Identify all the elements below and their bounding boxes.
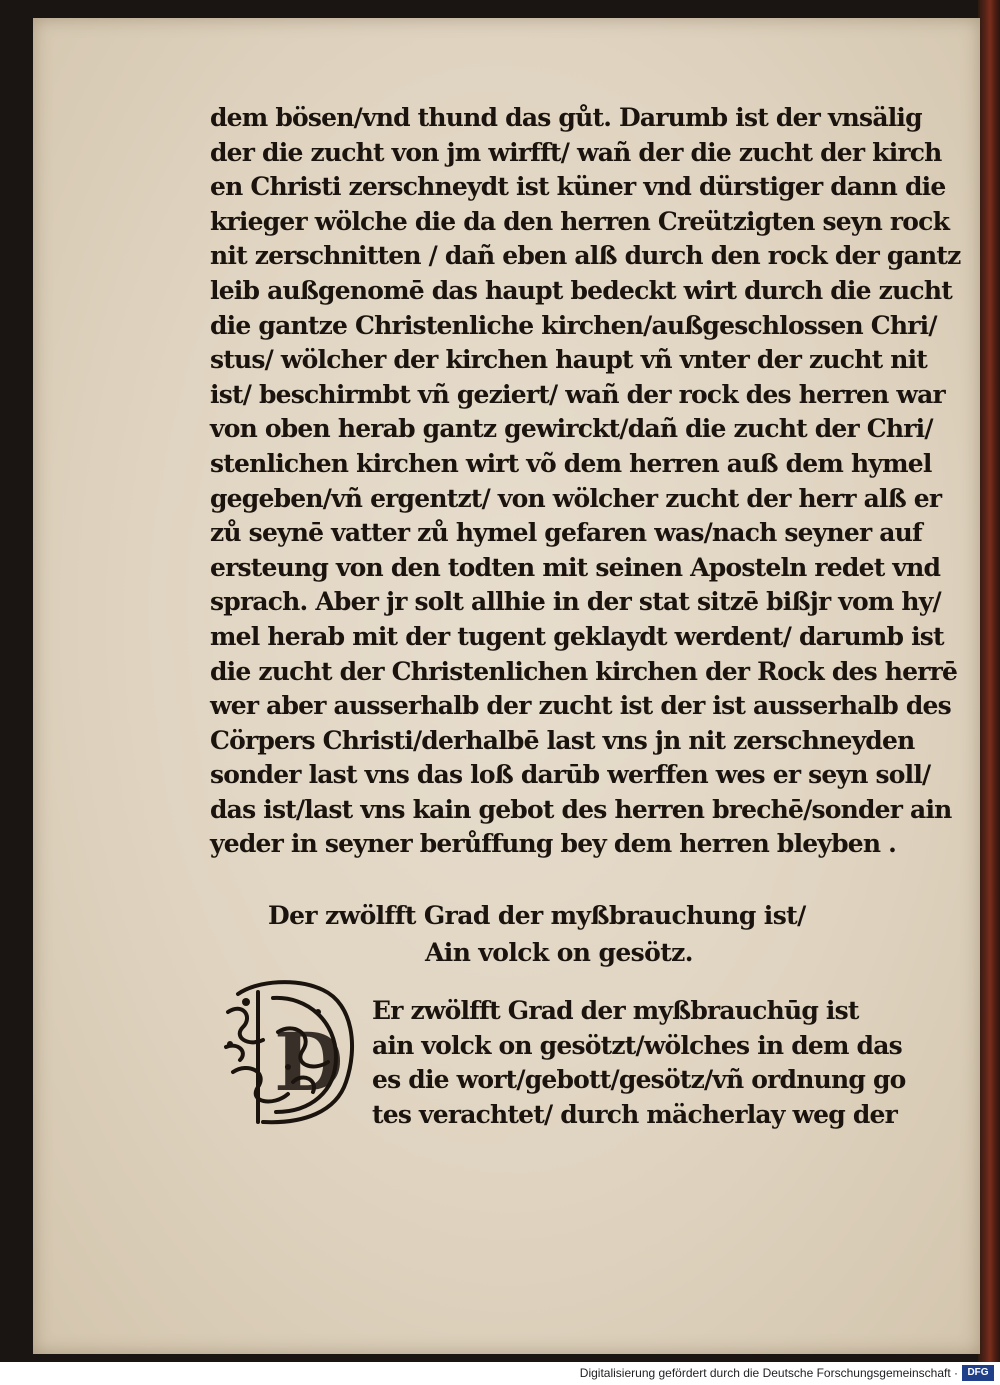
text-line: stus/ wölcher der kirchen haupt vñ vnter der zucht nit	[210, 345, 928, 375]
section-heading	[210, 897, 910, 971]
section-text	[372, 994, 912, 1132]
text-line: die gantze Christenliche kirchen/außgeschlossen Chri/	[210, 310, 937, 340]
text-line: zů seynē vatter zů hymel gefaren was/nach seyner auf	[210, 518, 923, 548]
text-line: ersteung von den todten mit seinen Aposteln redet vnd	[210, 552, 941, 582]
text-line: das ist/last vns kain gebot des herren brechē/sonder ain	[210, 794, 952, 824]
text-line: Er zwölfft Grad der myßbrauchūg ist	[372, 996, 859, 1025]
text-line: leib außgenomē das haupt bedeckt wirt durch die zucht	[210, 275, 952, 305]
text-line: yeder in seyner berůffung bey dem herren bleyben .	[210, 829, 897, 859]
text-line: die zucht der Christenlichen kirchen der Rock des herrē	[210, 656, 958, 686]
text-line: sonder last vns das loß darūb werffen wes er seyn soll/	[210, 760, 931, 790]
text-line: wer aber ausserhalb der zucht ist der ist ausserhalb des	[210, 691, 951, 721]
text-line: von oben herab gantz gewirckt/dañ die zucht der Chri/	[210, 414, 933, 444]
text-line: dem bösen/vnd thund das gůt. Darumb ist der vnsälig	[210, 103, 922, 132]
text-line: stenlichen kirchen wirt võ dem herren auß dem hymel	[210, 448, 932, 478]
text-line: krieger wölche die da den herren Creützigten seyn rock	[210, 206, 950, 236]
text-line: gegeben/vñ ergentzt/ von wölcher zucht der herr alß er	[210, 483, 942, 513]
dfg-logo: DFG	[962, 1365, 994, 1381]
heading-line: Ain volck on gesötz.	[425, 938, 693, 967]
funding-credit: Digitalisierung gefördert durch die Deutsche Forschungsgemeinschaft ·	[579, 1366, 958, 1380]
text-line: en Christi zerschneydt ist küner vnd dürstiger dann die	[210, 172, 946, 202]
text-line: ist/ beschirmbt vñ geziert/ wañ der rock des herren war	[210, 379, 945, 409]
text-line: der die zucht von jm wirfft/ wañ der die zucht der kirch	[210, 137, 942, 167]
footer-bar	[0, 1362, 1000, 1385]
book-binding	[978, 0, 1000, 1362]
text-line: tes verachtet/ durch mächerlay weg der	[372, 1099, 898, 1129]
text-line: mel herab mit der tugent geklaydt werdent/ darumb ist	[210, 621, 944, 651]
text-line: Cörpers Christi/derhalbē last vns jn nit zerschneyden	[210, 725, 915, 755]
text-line: es die wort/gebott/gesötz/vñ ordnung go	[372, 1065, 906, 1094]
heading-line: Der zwölfft Grad der myßbrauchung ist/	[268, 901, 806, 930]
text-line: nit zerschnitten / dañ eben alß durch den rock der gantz	[210, 241, 961, 271]
decorated-initial-letter	[218, 972, 368, 1130]
text-line: sprach. Aber jr solt allhie in der stat sitzē bißjr vom hy/	[210, 587, 941, 617]
svg-text:D: D	[274, 1015, 344, 1109]
text-line: ain volck on gesötzt/wölches in dem das	[372, 1030, 902, 1060]
body-text	[210, 101, 961, 862]
